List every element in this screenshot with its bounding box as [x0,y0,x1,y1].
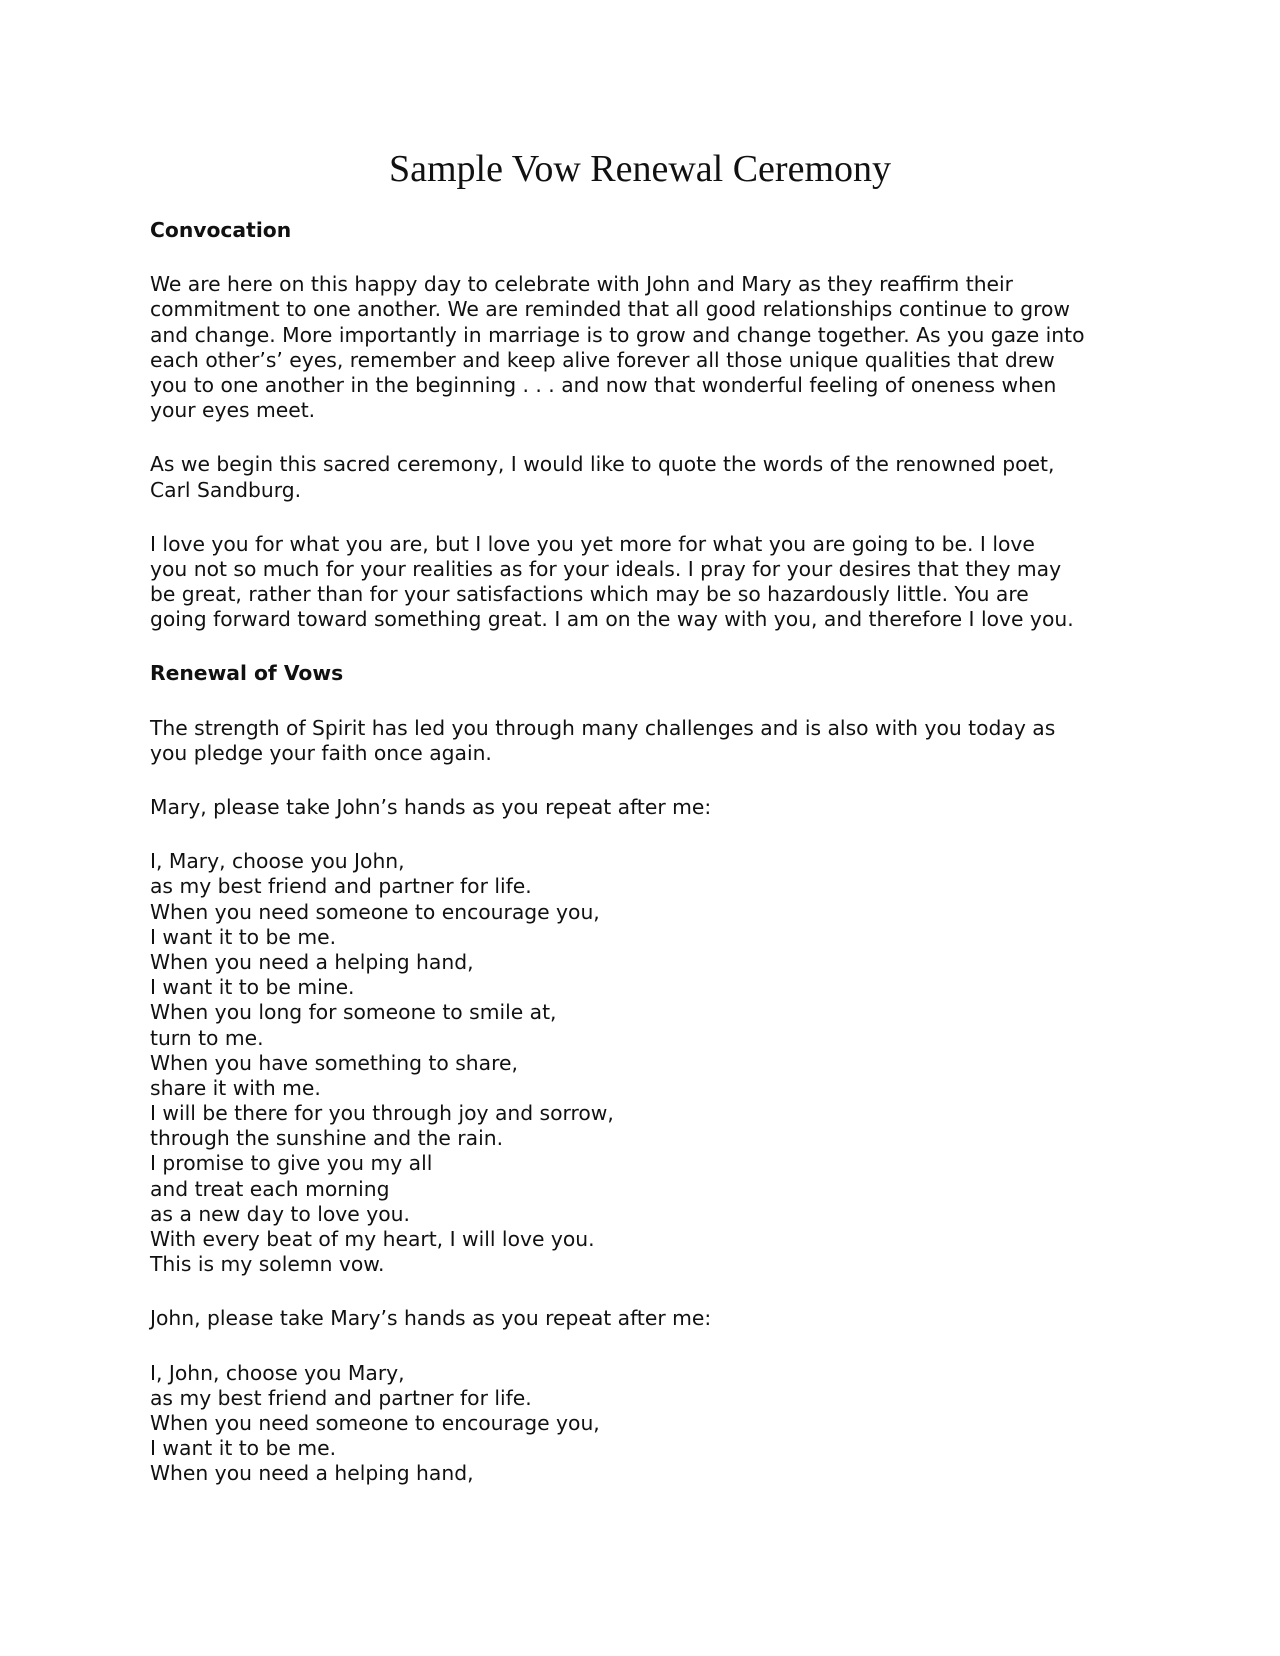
text-line: as a new day to love you. [150,1201,410,1226]
paragraph-gap [150,243,1150,272]
paragraph [150,272,1150,423]
text-line: as my best friend and partner for life. [150,1385,532,1410]
text-line: you not so much for your realities as for your ideals. I pray for your desires that they may [150,556,1062,581]
text-line: As we begin this sacred ceremony, I would like to quote the words of the renowned poet, [150,452,1055,477]
text-line: When you need a helping hand, [150,949,474,974]
section-heading: Convocation [150,218,292,242]
text-line: Carl Sandburg. [150,477,302,502]
paragraph-gap [150,820,1150,849]
text-line: When you need someone to encourage you, [150,1410,600,1435]
paragraph-gap [150,1277,1150,1306]
text-line: With every beat of my heart, I will love you. [150,1227,595,1251]
text-line: and treat each morning [150,1176,390,1201]
text-line: When you need a helping hand, [150,1461,474,1486]
text-line: I promise to give you my all [150,1151,433,1176]
text-line: When you have something to share, [150,1050,518,1075]
text-line: turn to me. [150,1025,264,1050]
text-line: commitment to one another. We are reminded that all good relationships continue to grow [150,297,1071,322]
paragraph [150,1306,1150,1331]
paragraph-gap [150,766,1150,795]
document-body [150,218,1150,1487]
text-line: When you need someone to encourage you, [150,899,600,924]
text-line: I, Mary, choose you John, [150,849,405,874]
document-title: Sample Vow Renewal Ceremony [388,148,891,190]
text-line: The strength of Spirit has led you through many challenges and is also with you today as [150,715,1056,740]
text-line: This is my solemn vow. [150,1252,385,1277]
text-line: going forward toward something great. I am on the way with you, and therefore I love you. [150,607,1074,632]
paragraph-gap [150,687,1150,716]
text-line: and change. More importantly in marriage is to grow and change together. As you gaze into [150,322,1085,347]
text-line: John, please take Mary’s hands as you repeat after me: [150,1306,712,1331]
text-line: Mary, please take John’s hands as you repeat after me: [150,795,712,819]
text-line: I, John, choose you Mary, [150,1360,405,1385]
paragraph-gap [150,632,1150,661]
text-line: When you long for someone to smile at, [150,1000,557,1025]
section-heading: Renewal of Vows [150,661,344,686]
text-line: I want it to be me. [150,924,337,949]
text-line: We are here on this happy day to celebrate with John and Mary as they reaffirm their [150,272,1014,297]
text-line: as my best friend and partner for life. [150,874,532,899]
text-line: I love you for what you are, but I love you yet more for what you are going to be. I love [150,531,1035,556]
paragraph [150,716,1150,766]
text-line: I want it to be mine. [150,975,355,1000]
text-line: be great, rather than for your satisfactions which may be so hazardously little. You are [150,582,1029,607]
paragraph [150,532,1150,633]
paragraph-gap [150,503,1150,532]
text-line: you to one another in the beginning . . . and now that wonderful feeling of oneness when [150,372,1057,397]
text-line: your eyes meet. [150,398,316,423]
text-line: share it with me. [150,1075,321,1100]
paragraph [150,452,1150,502]
text-line: through the sunshine and the rain. [150,1126,504,1151]
text-line: you pledge your faith once again. [150,740,492,765]
text-line: I want it to be me. [150,1436,337,1461]
paragraph-gap [150,423,1150,452]
text-line: each other’s’ eyes, remember and keep alive forever all those unique qualities that drew [150,347,1055,372]
paragraph [150,795,1150,820]
paragraph-gap [150,1332,1150,1361]
paragraph [150,849,1150,1277]
paragraph [150,1361,1150,1487]
text-line: I will be there for you through joy and sorrow, [150,1101,614,1126]
